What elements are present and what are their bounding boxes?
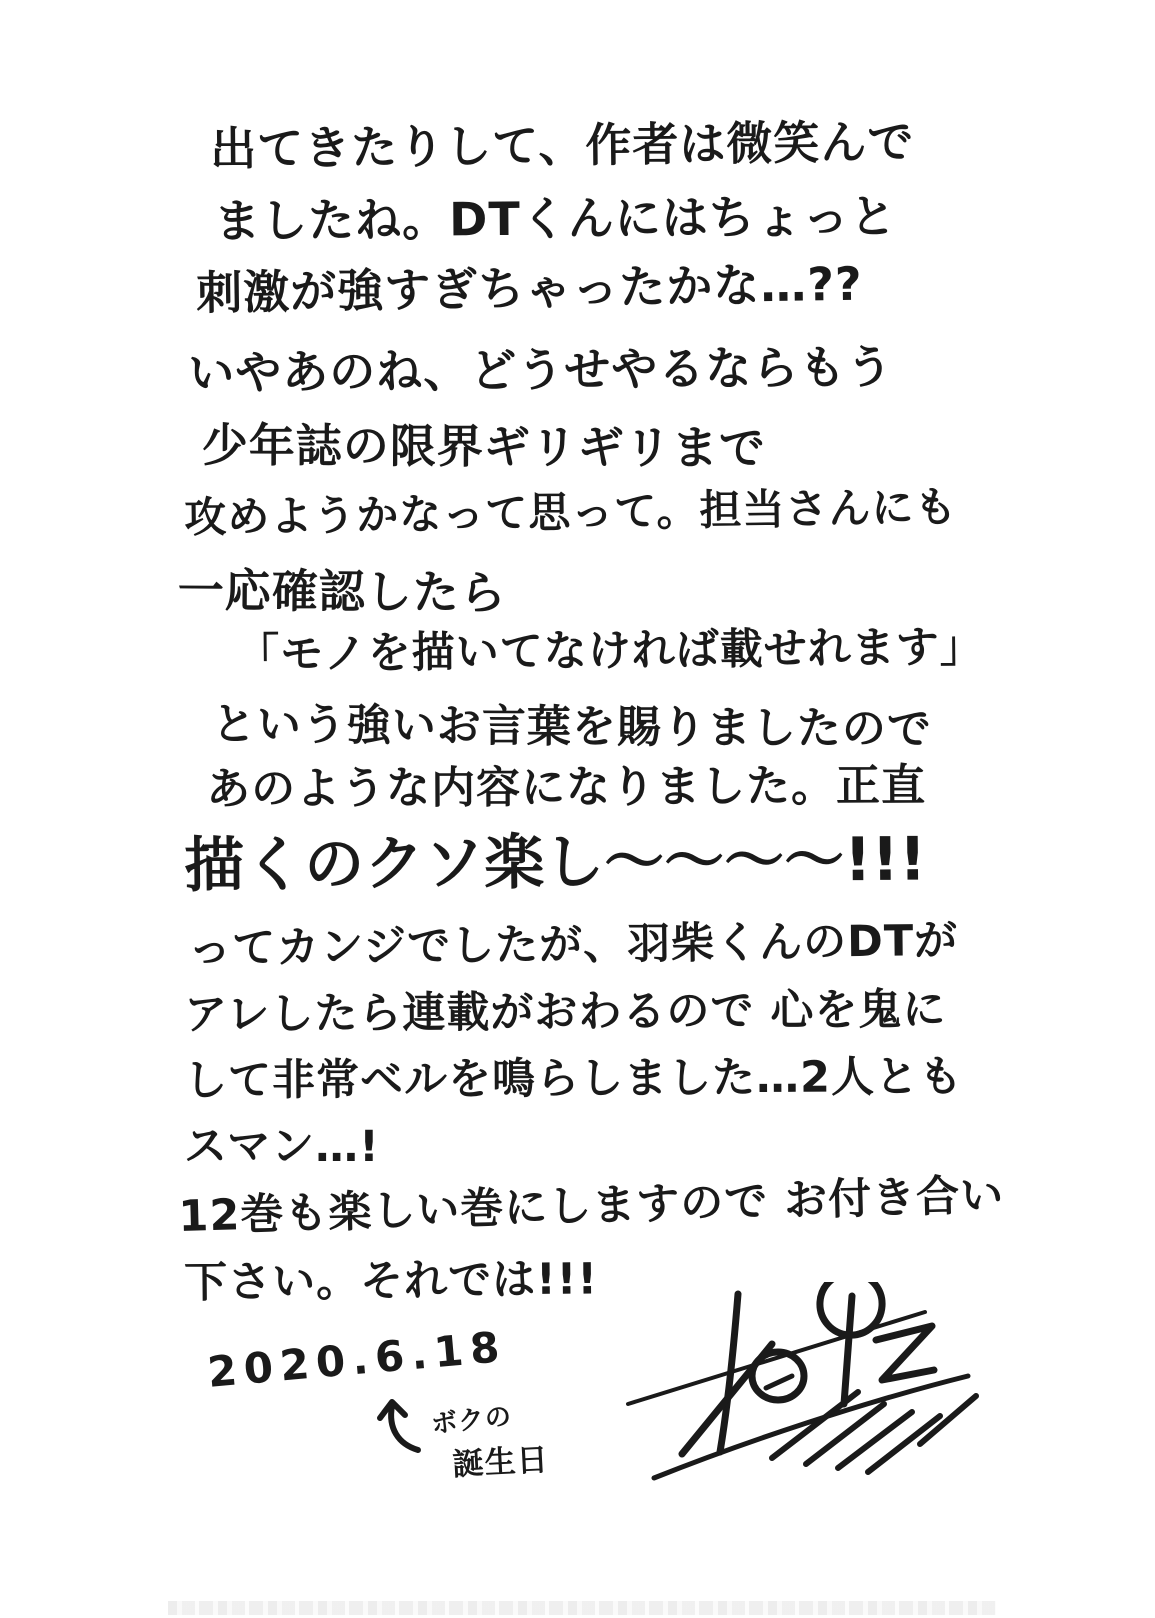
note-line-3: 刺激が強すぎちゃったかな…?? <box>195 256 864 320</box>
note-line-8: 「モノを描いてなければ載せれます」 <box>235 622 985 680</box>
birthday-annotation-line-1: ボクの <box>429 1401 514 1440</box>
note-line-1: 出てきたりして、作者は微笑んで <box>209 114 915 176</box>
date-text: 2020.6.18 <box>205 1321 509 1397</box>
note-line-10: あのような内容になりました。正直 <box>205 760 927 815</box>
note-line-4: いやあのね、どうせやるならもう <box>187 339 894 400</box>
note-line-9: という強いお言葉を賜りましたので <box>211 699 933 756</box>
note-line-16: 12巻も楽しい巻にしますので お付き合い <box>177 1170 1005 1242</box>
note-line-13: アレしたら連載がおわるので 心を鬼に <box>183 984 947 1040</box>
up-arrow-icon <box>372 1396 426 1458</box>
note-line-14: して非常ベルを鳴らしました…2人とも <box>183 1051 964 1106</box>
birthday-annotation-line-2: 誕生日 <box>451 1441 550 1483</box>
note-line-12: ってカンジでしたが、羽柴くんのDTが <box>187 915 959 974</box>
note-line-6: 攻めようかなって思って。担当さんにも <box>183 482 958 542</box>
note-line-11-emphasis: 描くのクソ楽し〜〜〜〜!!! <box>183 824 927 901</box>
note-line-5: 少年誌の限界ギリギリまで <box>201 418 767 475</box>
note-line-17: 下さい。それでは!!! <box>183 1254 599 1308</box>
note-line-2: ましたね。DTくんにはちょっと <box>213 189 897 248</box>
note-line-7: 一応確認したら <box>177 563 508 620</box>
author-signature <box>620 1282 1000 1486</box>
cropped-footer-text <box>168 1601 996 1615</box>
note-line-15: スマン…! <box>184 1122 380 1172</box>
